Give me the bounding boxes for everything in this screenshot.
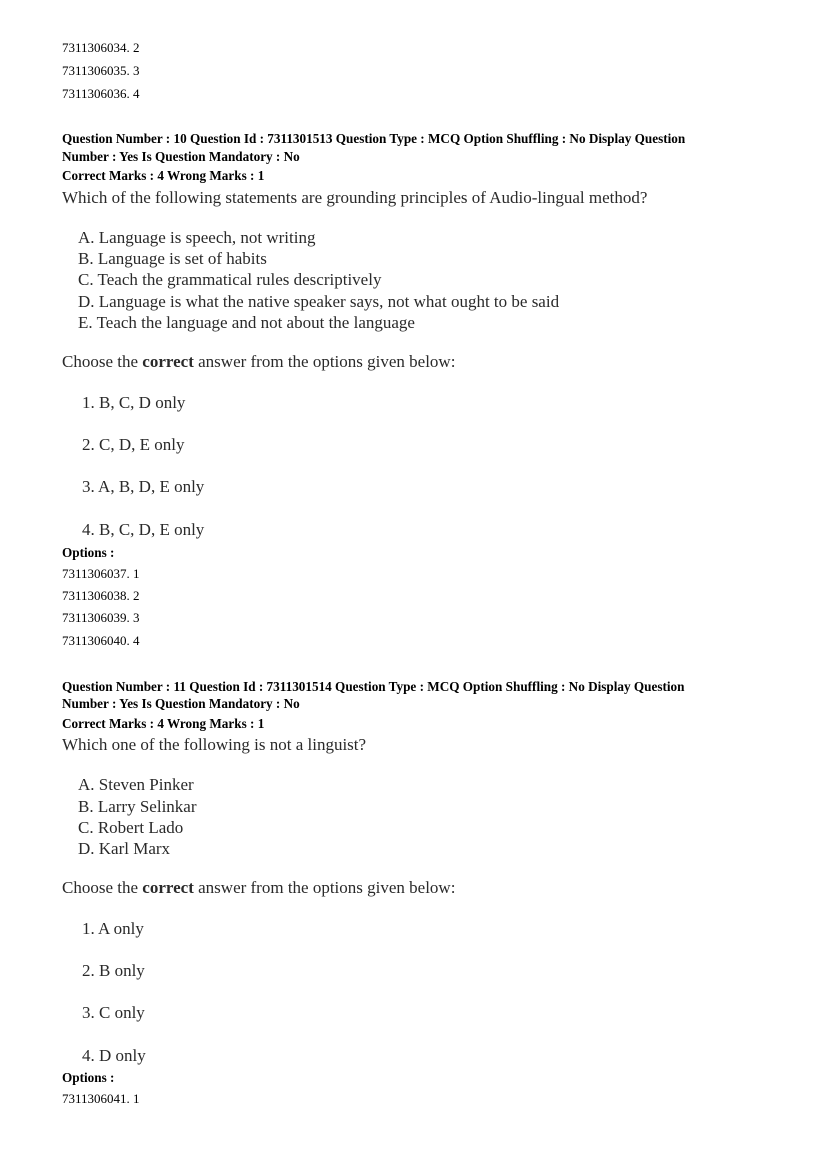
answer-option: 2. C, D, E only (82, 435, 185, 454)
statement-item: C. Teach the grammatical rules descriptively (78, 270, 382, 289)
option-id-line: 7311306040. 4 (62, 633, 140, 648)
answer-option: 4. B, C, D, E only (82, 520, 205, 539)
question-marks: Correct Marks : 4 Wrong Marks : 1 (62, 716, 265, 731)
options-label: Options : (62, 1070, 115, 1085)
question-marks: Correct Marks : 4 Wrong Marks : 1 (62, 168, 265, 183)
option-id-line: 7311306036. 4 (62, 86, 140, 101)
instruction-text: Choose the correct answer from the options given below: (62, 352, 456, 371)
statement-item: A. Language is speech, not writing (78, 228, 316, 247)
instruction-emphasis: correct (142, 878, 194, 897)
answer-option: 3. C only (82, 1003, 145, 1022)
question-meta-line: Number : Yes Is Question Mandatory : No (62, 149, 300, 164)
option-id-line: 7311306035. 3 (62, 63, 140, 78)
statement-item: D. Language is what the native speaker says, not what ought to be said (78, 292, 560, 311)
question-text: Which of the following statements are grounding principles of Audio-lingual method? (62, 188, 648, 207)
answer-option: 3. A, B, D, E only (82, 477, 205, 496)
answer-option: 1. A only (82, 919, 144, 938)
options-label: Options : (62, 545, 115, 560)
statement-item: E. Teach the language and not about the language (78, 313, 415, 332)
instruction-text: Choose the correct answer from the options given below: (62, 878, 456, 897)
question-meta-line: Question Number : 10 Question Id : 7311301513 Question Type : MCQ Option Shuffling : No Display Question (62, 131, 686, 146)
question-text: Which one of the following is not a linguist? (62, 735, 367, 754)
option-id-line: 7311306041. 1 (62, 1091, 140, 1106)
instruction-emphasis: correct (142, 352, 194, 371)
option-id-line: 7311306039. 3 (62, 610, 140, 625)
answer-option: 4. D only (82, 1046, 146, 1065)
answer-option: 2. B only (82, 961, 145, 980)
statement-item: B. Language is set of habits (78, 249, 267, 268)
option-id-line: 7311306034. 2 (62, 40, 140, 55)
answer-option: 1. B, C, D only (82, 393, 186, 412)
statement-item: B. Larry Selinkar (78, 797, 197, 816)
statement-item: D. Karl Marx (78, 839, 171, 858)
statement-item: C. Robert Lado (78, 818, 184, 837)
option-id-line: 7311306038. 2 (62, 588, 140, 603)
statement-item: A. Steven Pinker (78, 775, 194, 794)
question-meta-line: Question Number : 11 Question Id : 7311301514 Question Type : MCQ Option Shuffling : No Display Question (62, 679, 685, 694)
question-meta-line: Number : Yes Is Question Mandatory : No (62, 696, 300, 711)
option-id-line: 7311306037. 1 (62, 566, 140, 581)
